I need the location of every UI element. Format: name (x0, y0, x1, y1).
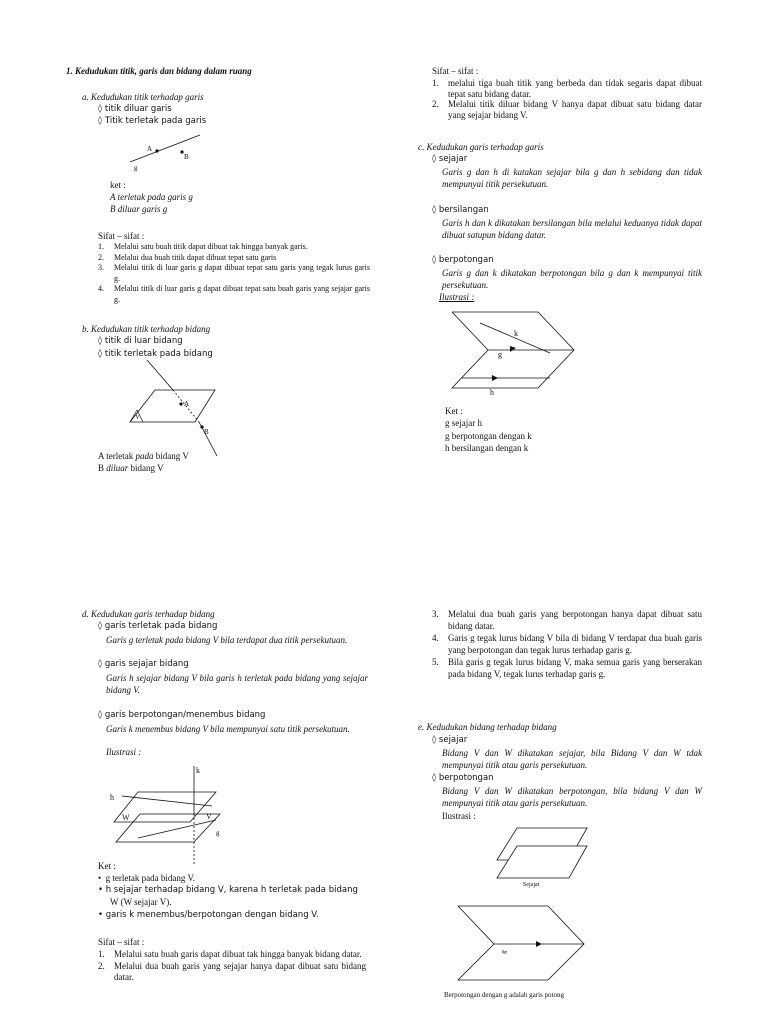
a-sifat-4: Melalui titik di luar garis g dapat dibuat tepat satu buah garis yang sejajar garis g. (114, 284, 370, 304)
figure-point-plane (125, 360, 235, 465)
e-fig1-caption: Sejajar (523, 882, 540, 888)
a-sifat-2: Melalui dua buah titik dapat dibuat tepat satu garis (114, 252, 277, 262)
fig-d-label-W: W (122, 813, 130, 822)
rb-sifat-3: Melalui dua buah garis yang berpotongan hanya dapat dibuat satu bidang datar. (448, 609, 702, 631)
fig-d-label-h: h (110, 793, 114, 802)
subheading-b: b. Kedudukan titik terhadap bidang (82, 324, 211, 334)
d-ket-2-row: • h sejajar terhadap bidang V, karena h terletak pada bidang (98, 885, 358, 895)
fig-d-label-V: V (206, 812, 212, 821)
e-ilustrasi: Ilustrasi : (442, 811, 476, 821)
subheading-d: d. Kedudukan garis terhadap bidang (82, 609, 215, 619)
a-sifat-heading: Sifat – sifat : (98, 231, 145, 241)
c-option-1: ◊ sejajar (432, 154, 467, 164)
c-ket-1: g sejajar h (445, 418, 482, 428)
d-ket-2: h sejajar terhadap bidang V, karena h terletak pada bidang (105, 885, 358, 895)
rt-sifat-2: Melalui titik diluar bidang V hanya dapat dibuat satu bidang datar yang sejajar bidang V. (448, 99, 702, 120)
rb-sifat-5: Bila garis g tegak lurus bidang V, maka semua garis yang berserakan pada bidang V, tegak lurus terhadap garis g. (448, 657, 702, 679)
b-option-2: ◊ titik terletak pada bidang (98, 349, 213, 359)
subheading-e: e. Kedudukan bidang terhadap bidang (418, 722, 557, 732)
fig-a-label-B: B (184, 153, 189, 161)
fig-c-label-k: k (514, 329, 518, 338)
c-option-3: ◊ berpotongan (432, 255, 494, 265)
subheading-a: a. Kedudukan titik terhadap garis (82, 92, 204, 102)
d-ket-3-row: • garis k menembus/berpotongan dengan bidang V. (98, 910, 319, 920)
d-option-3: ◊ garis berpotongan/menembus bidang (98, 710, 265, 720)
d-option-2: ◊ garis sejajar bidang (98, 659, 189, 669)
e-option-1: ◊ sejajar (432, 735, 467, 745)
d-ket-1: g terletak pada bidang V. (105, 873, 196, 883)
rt-sifat-1: melalui tiga buah titik yang berbeda dan tidak segaris dapat dibuat tepat satu bidang datar. (448, 78, 702, 99)
fig-d-label-g: g (216, 829, 220, 837)
d-sifat-2: Melalui dua buah garis yang sejajar hanya dapat dibuat satu bidang datar. (114, 960, 366, 982)
e-option-2-desc: Bidang V dan W dikatakan berpotongan, bila bidang V dan W mempunyai titik atau garis persekutuan. (442, 786, 702, 808)
e-option-1-desc: Bidang V dan W dikatakan sejajar, bila Bidang V dan W tdak mempunyai titik atau garis persekutuan. (442, 748, 702, 770)
c-option-2: ◊ bersilangan (432, 205, 489, 215)
b-caption-2: B diluar bidang V (98, 463, 164, 473)
d-option-3-desc: Garis k menembus bidang V bila mempunyai satu titik persekutuan. (106, 724, 350, 734)
fig-a-label-g: g (134, 164, 138, 172)
fig-c-label-h: h (490, 388, 494, 397)
a-sifat-list: 1. Melalui satu buah titik dapat dibuat tak hingga banyak garis. 2. Melalui dua buah titik dapat dibuat tepat satu garis 3. Melalui titik di luar garis g dapat dibuat tepat satu garis yang tegak lurus garis g. 4. Melalui titik di luar garis g dapat dibuat tepat satu buah garis yang sejajar garis g. (98, 242, 370, 304)
figure-parallel-planes (495, 826, 595, 892)
rt-sifat-list: 1. melalui tiga buah titik yang berbeda dan tidak segaris dapat dibuat tepat satu bidang datar. 2. Melalui titik diluar bidang V hanya dapat dibuat satu bidang datar yang sejajar bidang V. (432, 78, 702, 120)
d-ket-1-row: • g terletak pada bidang V. (98, 873, 196, 883)
a-ket-label: ket : (110, 180, 126, 190)
rb-sifat-list: 3. Melalui dua buah garis yang berpotongan hanya dapat dibuat satu bidang datar. 4. Garis g tegak lurus bidang V bila di bidang V terdapat dua buah garis yang berpotongan dan tegak lurus terhadap garis g. 5. Bila garis g tegak lurus bidang V, maka semua garis yang berserakan pada bidang V, tegak lurus terhadap garis g. (432, 609, 702, 679)
c-ket-label: Ket : (445, 406, 463, 416)
a-ket-2: B diluar garis g (110, 204, 168, 214)
d-sifat-list: 1. Melalui satu buah garis dapat dibuat tak hingga banyak bidang datar. 2. Melalui dua buah garis yang sejajar hanya dapat dibuat satu bidang datar. (98, 949, 366, 982)
section-title: 1. Kedudukan titik, garis dan bidang dalam ruang (66, 66, 252, 76)
d-option-2-desc: Garis h sejajar bidang V bila garis h terletak pada bidang yang sejajar bidang V. (106, 673, 368, 695)
e-fig2-caption: Berpotongan dengan g adalah garis potong (444, 991, 564, 999)
fig-b-label-V: V (135, 413, 141, 421)
d-option-1: ◊ garis terletak pada bidang (98, 621, 217, 631)
c-option-1-desc: Garis g dan h di katakan sejajar bila g dan h sebidang dan tidak mempunyai titik persekutuan. (442, 167, 702, 189)
b-option-1: ◊ titik di luar bidang (98, 336, 183, 346)
a-ket-1: A terletak pada garis g (110, 192, 193, 202)
b-caption-1: A terletak pada bidang V (98, 451, 189, 461)
d-option-1-desc: Garis g terletak pada bidang V bila terdapat dua titik persekutuan. (106, 635, 348, 645)
e-option-2: ◊ berpotongan (432, 773, 494, 783)
figure-point-line (120, 135, 220, 175)
d-sifat-heading: Sifat – sifat : (98, 937, 145, 947)
fig-b-label-B: B (204, 428, 209, 436)
c-ilustrasi: Ilustrasi : (439, 292, 475, 302)
d-ket-label: Ket : (98, 861, 116, 871)
a-sifat-3: Melalui titik di luar garis g dapat dibuat tepat satu garis yang tegak lurus garis g. (114, 263, 370, 283)
fig-c-label-g: g (498, 350, 502, 359)
figure-line-plane (108, 762, 238, 872)
c-ket-3: h bersilangan dengan k (445, 443, 529, 453)
e-fig2-label-g: g (499, 949, 508, 955)
d-ket-3: garis k menembus/berpotongan dengan bidang V. (105, 910, 319, 920)
figure-line-line (450, 308, 580, 398)
d-sifat-1: Melalui satu buah garis dapat dibuat tak hingga banyak bidang datar. (114, 949, 362, 959)
c-option-3-desc: Garis g dan k dikatakan berpotongan bila g dan k mempunyai titik persekutuan. (442, 268, 702, 290)
fig-b-label-A: A (184, 400, 190, 408)
a-sifat-1: Melalui satu buah titik dapat dibuat tak hingga banyak garis. (114, 242, 308, 251)
rt-sifat-heading: Sifat – sifat : (432, 66, 479, 76)
d-ilustrasi: Ilustrasi : (106, 747, 142, 757)
fig-a-label-A: A (147, 145, 153, 153)
rb-sifat-4: Garis g tegak lurus bidang V bila di bidang V terdapat dua buah garis yang berpotongan dan tegak lurus terhadap garis g. (448, 633, 702, 655)
subheading-c: c. Kedudukan garis terhadap garis (418, 142, 544, 152)
a-option-2: ◊ Titik terletak pada garis (98, 116, 206, 126)
a-option-1: ◊ titik diluar garis (98, 104, 172, 114)
fig-d-label-k: k (196, 766, 200, 775)
d-ket-2b: W (W sejajar V). (110, 897, 172, 907)
c-option-2-desc: Garis h dan k dikatakan bersilangan bila melalui keduanya tidak dapat dibuat satupun bidang datar. (442, 218, 702, 240)
figure-intersecting-planes (452, 904, 602, 984)
c-ket-2: g berpotongan dengan k (445, 431, 532, 441)
